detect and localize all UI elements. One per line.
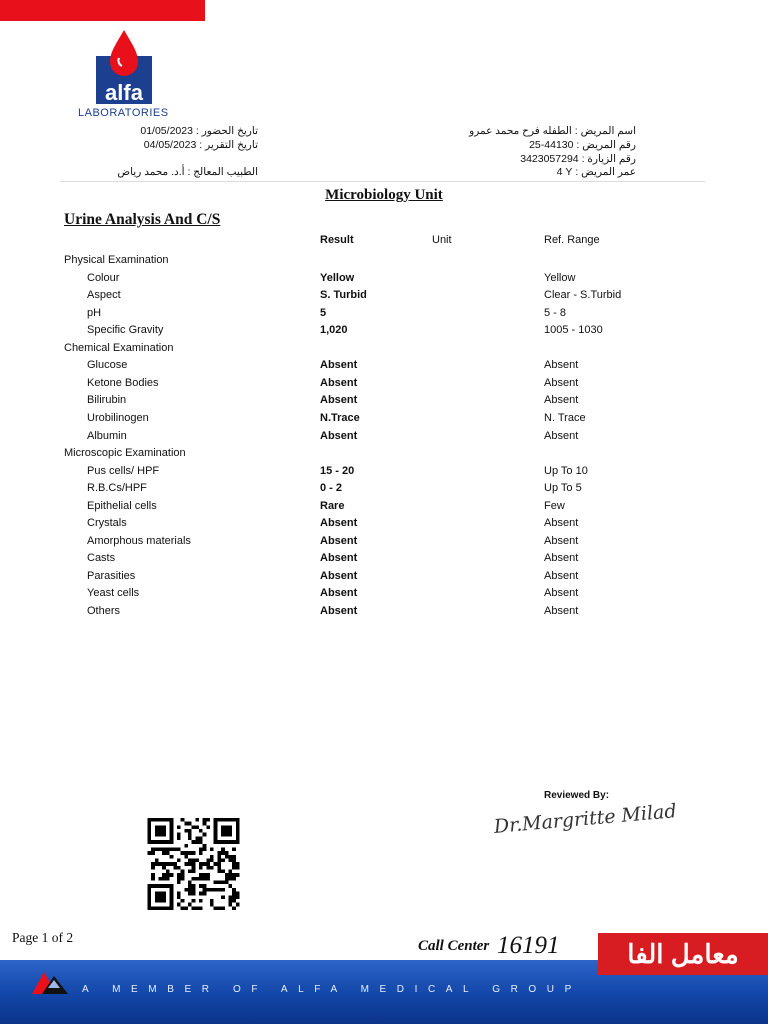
test-name: Others — [87, 605, 121, 617]
test-name: Specific Gravity — [87, 324, 164, 337]
test-name: Colour — [87, 271, 120, 284]
test-name: Parasities — [87, 569, 136, 582]
call-center-number: 16191 — [497, 932, 560, 959]
test-name: Glucose — [87, 359, 128, 372]
test-result: 5 — [320, 306, 327, 319]
reviewed-by-label: Reviewed By: — [544, 790, 610, 801]
test-name: Albumin — [87, 429, 127, 442]
column-unit: Unit — [432, 234, 452, 246]
test-ref-range: Up To 5 — [544, 482, 582, 495]
test-ref-range: N. Trace — [544, 411, 586, 424]
test-ref-range: Absent — [544, 605, 579, 617]
test-result: Rare — [320, 499, 345, 512]
test-result: 1,020 — [320, 324, 348, 337]
test-result: Yellow — [320, 271, 355, 284]
test-name: Aspect — [87, 289, 121, 302]
test-ref-range: Clear - S.Turbid — [544, 289, 622, 302]
test-result: Absent — [320, 394, 358, 407]
page-number: Page 1 of 2 — [12, 930, 74, 945]
alfa-logo — [94, 28, 154, 106]
test-result: Absent — [320, 552, 358, 565]
test-title: Urine Analysis And C/S — [64, 211, 221, 228]
alfa-group-icon — [30, 966, 70, 996]
test-ref-range: Absent — [544, 517, 579, 530]
test-name: Urobilinogen — [87, 411, 149, 424]
test-ref-range: Absent — [544, 429, 579, 442]
test-ref-range: Yellow — [544, 271, 576, 284]
header-report-date: تاريخ التقرير : 04/05/2023 — [143, 139, 258, 151]
test-result: 15 - 20 — [320, 464, 355, 477]
test-ref-range: Few — [544, 499, 565, 512]
test-name: Crystals — [87, 517, 127, 530]
top-red-bar — [0, 0, 205, 21]
unit-title: Microbiology Unit — [325, 187, 443, 203]
test-ref-range: Absent — [544, 359, 579, 372]
test-result: Absent — [320, 517, 358, 530]
test-result: Absent — [320, 429, 358, 442]
header-patient-age: عمر المريض : 4 Y — [556, 166, 636, 178]
section-heading: Chemical Examination — [64, 341, 174, 354]
section-heading: Microscopic Examination — [64, 447, 186, 460]
test-name: Casts — [87, 552, 116, 565]
test-ref-range: 5 - 8 — [544, 306, 567, 319]
test-name: Pus cells/ HPF — [87, 464, 160, 477]
header-visit-number: رقم الزيارة : 3423057294 — [520, 153, 636, 165]
test-result: Absent — [320, 376, 358, 389]
logo-subtitle: LABORATORIES — [78, 107, 169, 119]
test-result: 0 - 2 — [320, 482, 343, 495]
signature: Dr.Margritte Milad — [493, 800, 678, 838]
header-visit-date: تاريخ الحضور : 01/05/2023 — [140, 125, 258, 137]
header-doctor: الطبيب المعالج : أ.د. محمد رياض — [117, 166, 258, 178]
test-name: Bilirubin — [87, 394, 127, 407]
test-name: R.B.Cs/HPF — [87, 482, 147, 495]
test-result: Absent — [320, 605, 358, 617]
test-ref-range: 1005 - 1030 — [544, 324, 603, 337]
test-ref-range: Absent — [544, 569, 579, 582]
test-result: S. Turbid — [320, 289, 367, 302]
test-ref-range: Absent — [544, 587, 579, 600]
column-ref-range: Ref. Range — [544, 234, 600, 246]
test-name: Ketone Bodies — [87, 376, 159, 389]
qr-code — [145, 818, 242, 910]
column-result: Result — [320, 234, 354, 246]
test-ref-range: Absent — [544, 552, 579, 565]
test-result: Absent — [320, 587, 358, 600]
test-result: Absent — [320, 569, 358, 582]
header-divider — [60, 181, 705, 182]
test-name: Epithelial cells — [87, 499, 157, 512]
test-name: Amorphous materials — [87, 534, 191, 547]
logo-brand: alfa — [105, 80, 143, 105]
section-heading: Physical Examination — [64, 254, 169, 266]
test-result: N.Trace — [320, 411, 360, 424]
test-ref-range: Absent — [544, 394, 579, 407]
header-patient-id: رقم المريض : 25-44130 — [529, 139, 636, 151]
call-center-label: Call Center — [418, 938, 490, 954]
test-name: pH — [87, 306, 102, 319]
test-ref-range: Absent — [544, 534, 579, 547]
test-result: Absent — [320, 534, 358, 547]
footer-member-text: A MEMBER OF ALFA MEDICAL GROUP — [82, 984, 582, 995]
test-result: Absent — [320, 359, 358, 372]
test-ref-range: Absent — [544, 376, 579, 389]
arabic-brand-box: معامل الفا — [598, 933, 768, 975]
test-name: Yeast cells — [87, 587, 140, 600]
header-patient-name: اسم المريض : الطفله فرح محمد عمرو — [469, 125, 636, 137]
test-ref-range: Up To 10 — [544, 464, 588, 477]
